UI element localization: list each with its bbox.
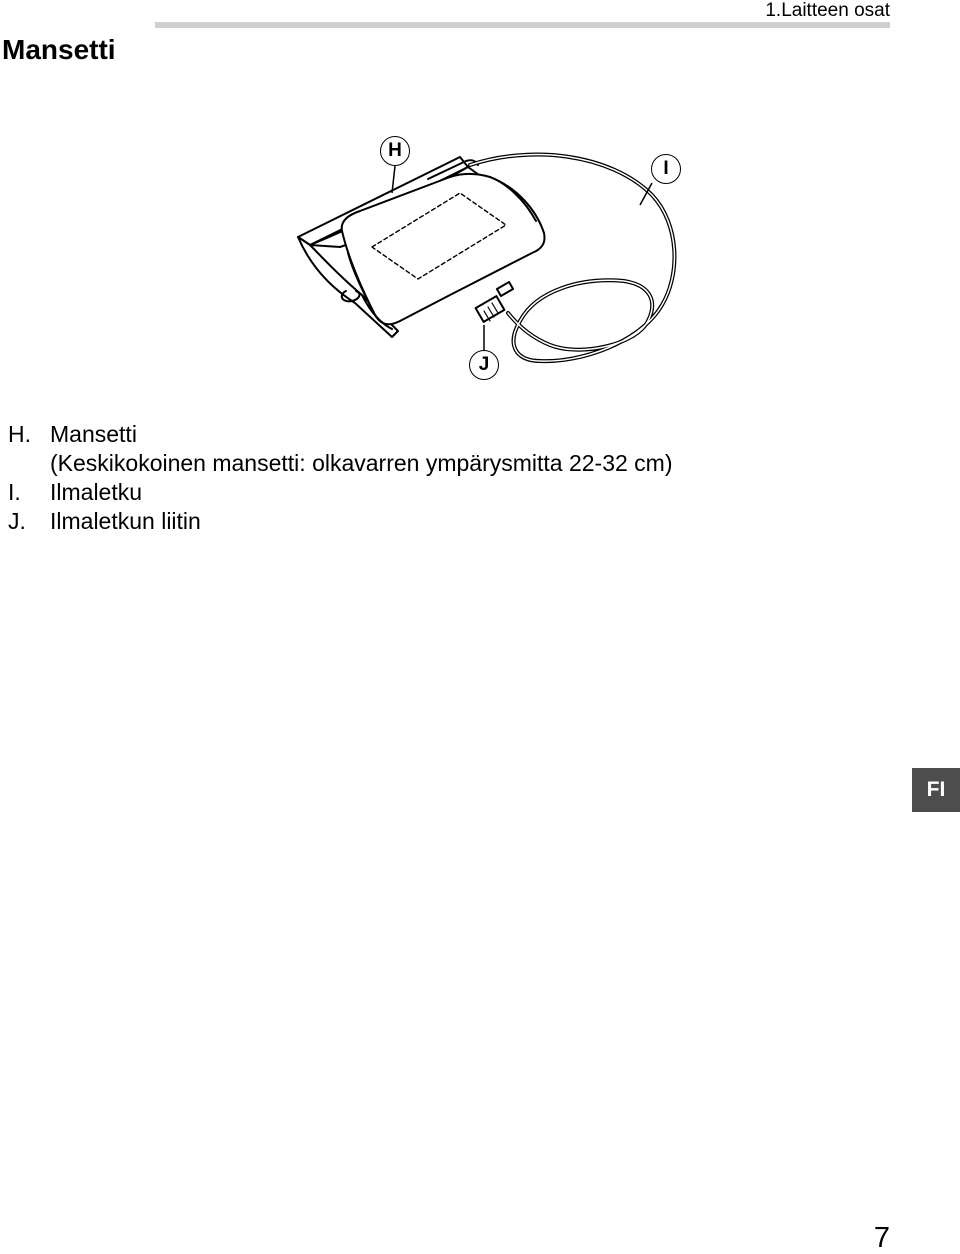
section-title: Mansetti [2,34,116,65]
legend-text: Mansetti [50,421,137,447]
legend-letter [8,449,50,478]
legend-text: Ilmaletku [50,479,143,505]
cuff-illustration [280,125,700,385]
callout-h: H [380,136,410,166]
legend-letter: J. [8,508,26,534]
legend-item [8,478,673,507]
legend-text: (Keskikokoinen mansetti: olkavarren ympärysmitta 22-32 cm) [50,450,673,476]
air-tube-connector [476,282,513,322]
legend-text: Ilmaletkun liitin [50,508,201,534]
header-rule [155,22,890,28]
page-number: 7 [873,1222,890,1254]
callout-i: I [651,154,681,184]
parts-legend [8,420,673,536]
legend-item [8,507,673,536]
language-tab: FI [912,768,960,812]
callout-j: J [469,350,499,380]
legend-item [8,420,673,449]
legend-item [8,449,673,478]
legend-letter: I. [8,479,21,505]
chapter-header: 1.Laitteen osat [765,0,890,21]
legend-letter: H. [8,421,31,447]
cuff-front-face [342,174,545,324]
